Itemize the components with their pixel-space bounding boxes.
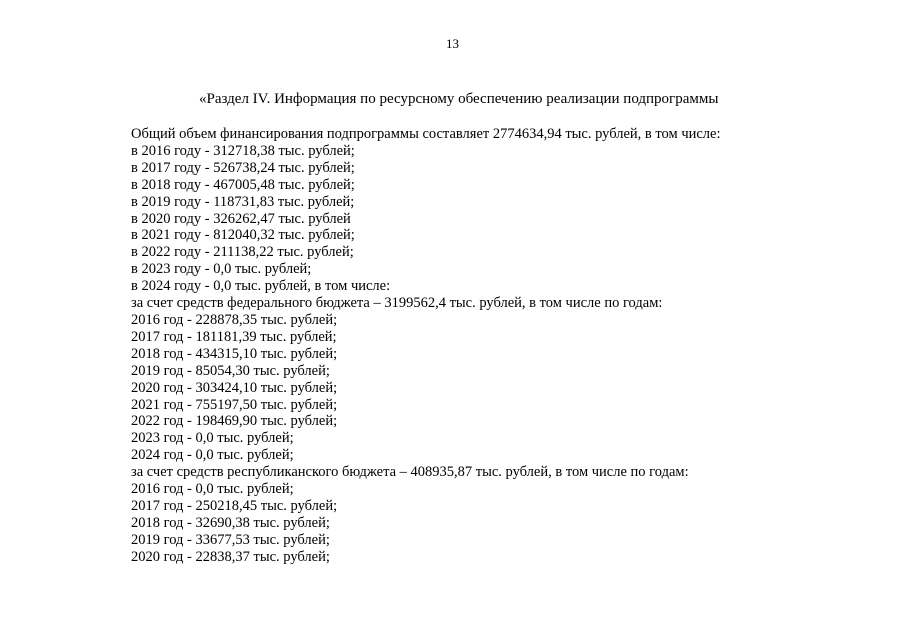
financing-line: в 2016 году - 312718,38 тыс. рублей; <box>131 142 355 159</box>
financing-line: в 2019 году - 118731,83 тыс. рублей; <box>131 193 355 210</box>
financing-line: в 2020 году - 326262,47 тыс. рублей <box>131 210 351 227</box>
financing-line: в 2017 году - 526738,24 тыс. рублей; <box>131 159 355 176</box>
financing-line: 2017 год - 181181,39 тыс. рублей; <box>131 328 337 345</box>
financing-line: 2021 год - 755197,50 тыс. рублей; <box>131 396 338 413</box>
financing-line: в 2021 году - 812040,32 тыс. рублей; <box>131 227 355 244</box>
financing-line: 2018 год - 32690,38 тыс. рублей; <box>131 514 330 531</box>
financing-line: 2022 год - 198469,90 тыс. рублей; <box>131 413 338 430</box>
financing-line: 2020 год - 303424,10 тыс. рублей; <box>131 379 338 396</box>
section-title: «Раздел IV. Информация по ресурсному обеспечению реализации подпрограммы <box>199 91 719 107</box>
financing-line: 2018 год - 434315,10 тыс. рублей; <box>131 345 338 362</box>
financing-line: 2020 год - 22838,37 тыс. рублей; <box>131 548 330 565</box>
financing-line: Общий объем финансирования подпрограммы составляет 2774634,94 тыс. рублей, в том числе: <box>131 126 721 142</box>
page-number: 13 <box>446 36 459 51</box>
financing-line: 2019 год - 33677,53 тыс. рублей; <box>131 531 330 548</box>
financing-line: 2017 год - 250218,45 тыс. рублей; <box>131 497 338 514</box>
financing-lines <box>131 126 721 566</box>
financing-line: в 2024 году - 0,0 тыс. рублей, в том числе: <box>131 278 391 295</box>
financing-line: 2019 год - 85054,30 тыс. рублей; <box>131 362 330 379</box>
financing-line: 2016 год - 0,0 тыс. рублей; <box>131 481 294 498</box>
financing-line: за счет средств республиканского бюджета – 408935,87 тыс. рублей, в том числе по годам: <box>131 464 689 481</box>
financing-line: 2016 год - 228878,35 тыс. рублей; <box>131 311 338 328</box>
financing-line: 2023 год - 0,0 тыс. рублей; <box>131 430 294 447</box>
financing-line: 2024 год - 0,0 тыс. рублей; <box>131 447 294 464</box>
financing-line: за счет средств федерального бюджета – 3199562,4 тыс. рублей, в том числе по годам: <box>131 295 663 312</box>
financing-line: в 2022 году - 211138,22 тыс. рублей; <box>131 244 354 261</box>
financing-line: в 2023 году - 0,0 тыс. рублей; <box>131 261 312 278</box>
financing-line: в 2018 году - 467005,48 тыс. рублей; <box>131 176 355 193</box>
